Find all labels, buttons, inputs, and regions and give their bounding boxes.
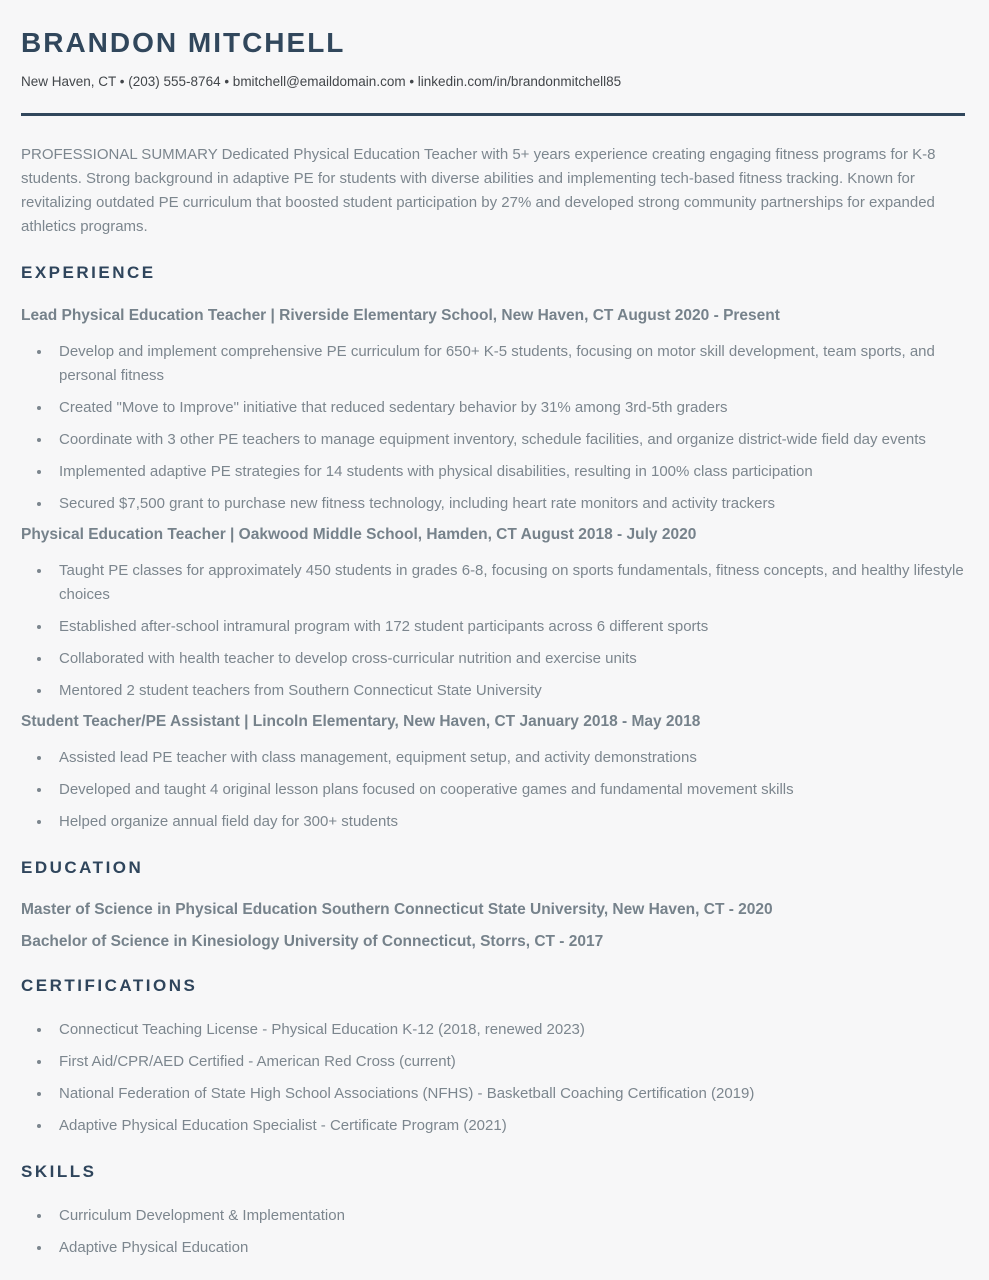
job-entry [21,305,965,516]
certification-item: • National Federation of State High School Associations (NFHS) - Basketball Coaching Certification (2019) [52,1082,965,1106]
section-heading-experience: EXPERIENCE [21,263,156,282]
job-bullet: • Mentored 2 student teachers from Southern Connecticut State University [52,679,965,703]
section-heading-skills: SKILLS [21,1162,97,1181]
job-title: Physical Education Teacher | Oakwood Middle School, Hamden, CT August 2018 - July 2020 [21,526,697,543]
job-bullet: • Established after-school intramural program with 172 student participants across 6 different sports [52,615,965,639]
section-heading-certifications: CERTIFICATIONS [21,976,198,995]
job-bullet: • Secured $7,500 grant to purchase new fitness technology, including heart rate monitors and activity trackers [52,492,965,516]
professional-summary: PROFESSIONAL SUMMARY Dedicated Physical Education Teacher with 5+ years experience creating engaging fitness programs for K-8 students. Strong background in adaptive PE for students with diverse abilities and implementing tech-based fitness tracking. Known for revitalizing outdated PE curriculum that boosted student participation by 27% and developed strong community partnerships for expanded athletics programs. [21,146,936,235]
section-heading-education: EDUCATION [21,858,144,877]
job-bullet: • Developed and taught 4 original lesson plans focused on cooperative games and fundamental movement skills [52,778,965,802]
job-bullet: • Taught PE classes for approximately 450 students in grades 6-8, focusing on sports fundamentals, fitness concepts, and healthy lifestyle choices [52,559,965,607]
job-bullet: • Collaborated with health teacher to develop cross-curricular nutrition and exercise units [52,647,965,671]
degree-line: Master of Science in Physical Education Southern Connecticut State University, New Haven, CT - 2020 [21,901,773,918]
job-entry [21,711,965,834]
job-bullet: • Created "Move to Improve" initiative that reduced sedentary behavior by 31% among 3rd-5th graders [52,396,965,420]
skill-item: • Curriculum Development & Implementation [52,1204,965,1228]
job-bullet-list [21,746,965,834]
resume-header [21,26,965,116]
skill-item: • Adaptive Physical Education [52,1236,965,1260]
job-bullet-list [21,340,965,516]
job-bullet: • Helped organize annual field day for 300+ students [52,810,965,834]
experience-section [21,263,965,834]
certification-list [21,1018,965,1138]
certification-item: • First Aid/CPR/AED Certified - American Red Cross (current) [52,1050,965,1074]
degree-line: Bachelor of Science in Kinesiology University of Connecticut, Storrs, CT - 2017 [21,933,604,950]
certification-item: • Connecticut Teaching License - Physical Education K-12 (2018, renewed 2023) [52,1018,965,1042]
skill-list [21,1204,965,1260]
job-title: Student Teacher/PE Assistant | Lincoln Elementary, New Haven, CT January 2018 - May 2018 [21,713,701,730]
skills-section [21,1162,965,1260]
job-entry [21,524,965,703]
certifications-section [21,976,965,1138]
degree-list [21,900,965,952]
certification-item: • Adaptive Physical Education Specialist - Certificate Program (2021) [52,1114,965,1138]
contact-line: New Haven, CT • (203) 555-8764 • bmitchell@emaildomain.com • linkedin.com/in/brandonmitchell85 [21,74,622,89]
job-title: Lead Physical Education Teacher | Riverside Elementary School, New Haven, CT August 2020 - Present [21,307,780,324]
candidate-name: BRANDON MITCHELL [21,27,346,58]
job-bullet: • Implemented adaptive PE strategies for 14 students with physical disabilities, resulting in 100% class participation [52,460,965,484]
job-bullet: • Assisted lead PE teacher with class management, equipment setup, and activity demonstrations [52,746,965,770]
header-divider [21,113,965,116]
job-bullet-list [21,559,965,703]
education-section [21,858,965,952]
job-bullet: • Develop and implement comprehensive PE curriculum for 650+ K-5 students, focusing on motor skill development, team sports, and personal fitness [52,340,965,388]
job-bullet: • Coordinate with 3 other PE teachers to manage equipment inventory, schedule facilities, and organize district-wide field day events [52,428,965,452]
